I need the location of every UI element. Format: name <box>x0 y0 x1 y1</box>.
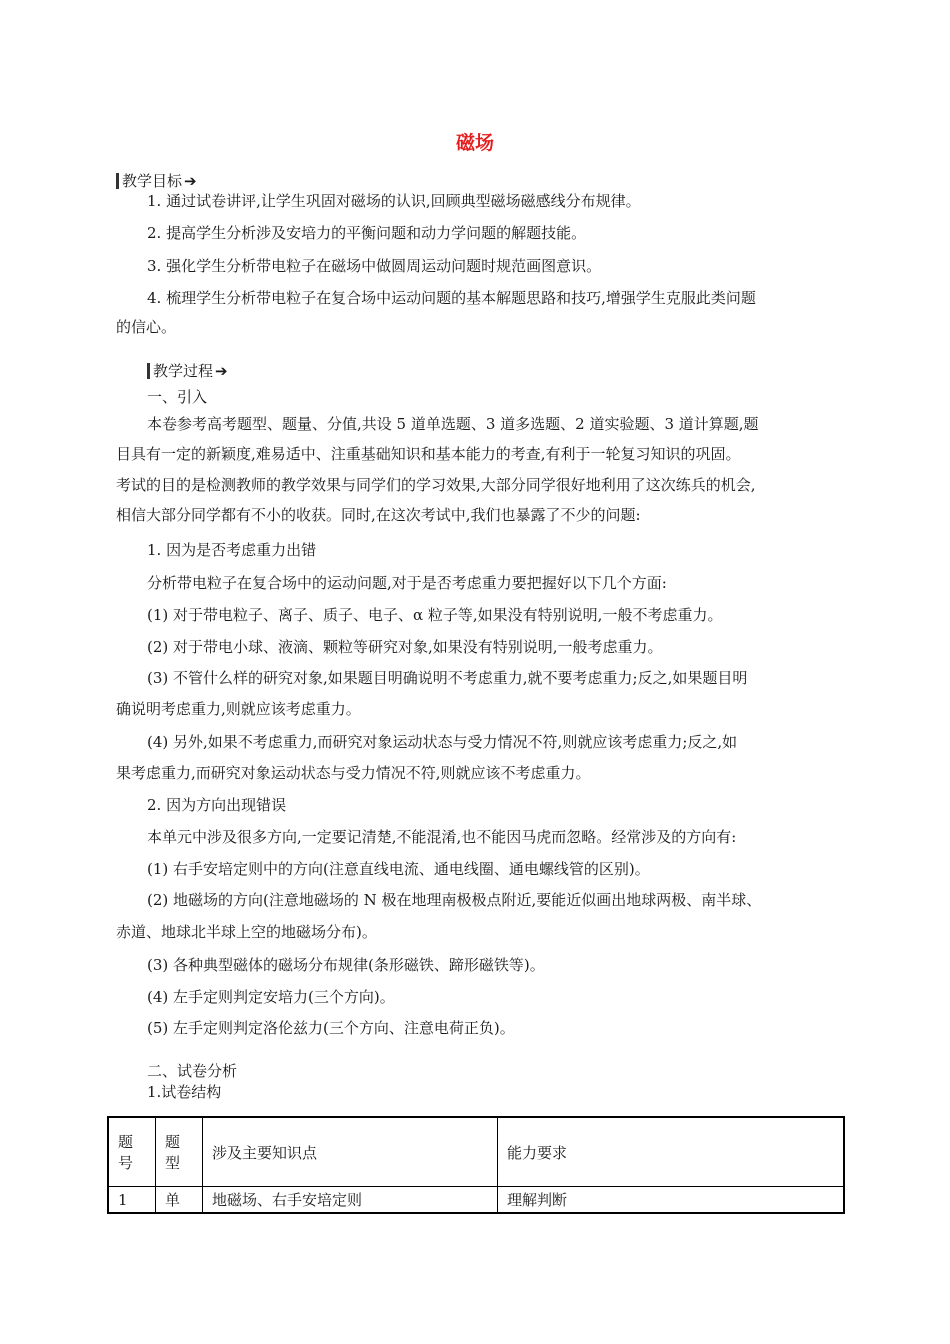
paragraph-line: (3) 不管什么样的研究对象,如果题目明确说明不考虑重力,就不要考虑重力;反之,如果题目明 <box>147 669 748 687</box>
section-heading-text: 教学目标 <box>122 172 183 190</box>
section-marker-bar <box>116 173 119 189</box>
table-cell: 地磁场、右手安培定则 <box>203 1187 498 1214</box>
arrow-icon: ➔ <box>215 362 228 380</box>
section-marker-bar <box>147 363 150 379</box>
goal-item: 2. 提高学生分析涉及安培力的平衡问题和动力学问题的解题技能。 <box>147 224 587 242</box>
section-heading-process <box>147 361 228 381</box>
paragraph-line: (4) 左手定则判定安培力(三个方向)。 <box>147 988 395 1006</box>
item-heading: 1.试卷结构 <box>147 1083 222 1101</box>
table-cell: 1 <box>108 1187 156 1214</box>
table-row <box>108 1187 844 1214</box>
paragraph-line: (5) 左手定则判定洛伦兹力(三个方向、注意电荷正负)。 <box>147 1019 515 1037</box>
table-cell: 理解判断 <box>498 1187 845 1214</box>
paragraph-line: (4) 另外,如果不考虑重力,而研究对象运动状态与受力情况不符,则就应该考虑重力;反之,如 <box>147 733 738 751</box>
goal-item: 1. 通过试卷讲评,让学生巩固对磁场的认识,回顾典型磁场磁感线分布规律。 <box>147 192 641 210</box>
exam-structure-table <box>107 1116 845 1214</box>
paragraph-line: (2) 地磁场的方向(注意地磁场的 N 极在地理南极极点附近,要能近似画出地球两极、南半球、 <box>147 891 762 909</box>
paragraph-line: 目具有一定的新颖度,难易适中、注重基础知识和基本能力的考查,有利于一轮复习知识的巩固。 <box>116 445 741 463</box>
subsection-heading: 二、试卷分析 <box>147 1062 238 1080</box>
section-heading-text: 教学过程 <box>153 362 214 380</box>
goal-item: 4. 梳理学生分析带电粒子在复合场中运动问题的基本解题思路和技巧,增强学生克服此类问题 <box>147 289 756 307</box>
table-cell: 单 <box>156 1187 203 1214</box>
paragraph-line: (1) 对于带电粒子、离子、质子、电子、α 粒子等,如果没有特别说明,一般不考虑重力。 <box>147 606 723 624</box>
table-header-cell: 涉及主要知识点 <box>203 1117 498 1187</box>
arrow-icon: ➔ <box>184 172 197 190</box>
paragraph-line: 本卷参考高考题型、题量、分值,共设 5 道单选题、3 道多选题、2 道实验题、3 道计算题,题 <box>147 415 759 433</box>
paragraph-line: 相信大部分同学都有不小的收获。同时,在这次考试中,我们也暴露了不少的问题: <box>116 506 641 524</box>
table-header-row <box>108 1117 844 1187</box>
item-heading: 2. 因为方向出现错误 <box>147 796 287 814</box>
goal-item-continuation: 的信心。 <box>116 318 177 336</box>
paragraph-line: 本单元中涉及很多方向,一定要记清楚,不能混淆,也不能因马虎而忽略。经常涉及的方向有: <box>147 828 737 846</box>
goal-item: 3. 强化学生分析带电粒子在磁场中做圆周运动问题时规范画图意识。 <box>147 257 602 275</box>
table-header-cell: 能力要求 <box>498 1117 845 1187</box>
paragraph-line: 果考虑重力,而研究对象运动状态与受力情况不符,则就应该不考虑重力。 <box>116 764 591 782</box>
paragraph-line: (3) 各种典型磁体的磁场分布规律(条形磁铁、蹄形磁铁等)。 <box>147 956 545 974</box>
paragraph-line: 考试的目的是检测教师的教学效果与同学们的学习效果,大部分同学很好地利用了这次练兵的机会, <box>116 476 756 494</box>
table-header-cell: 题号 <box>108 1117 156 1187</box>
page-title: 磁场 <box>455 132 494 154</box>
table-header-cell: 题型 <box>156 1117 203 1187</box>
item-heading: 1. 因为是否考虑重力出错 <box>147 541 317 559</box>
subsection-heading: 一、引入 <box>147 388 208 406</box>
paragraph-line: (2) 对于带电小球、液滴、颗粒等研究对象,如果没有特别说明,一般考虑重力。 <box>147 638 663 656</box>
paragraph-line: 赤道、地球北半球上空的地磁场分布)。 <box>116 923 377 941</box>
paragraph-line: (1) 右手安培定则中的方向(注意直线电流、通电线圈、通电螺线管的区别)。 <box>147 860 650 878</box>
paragraph-line: 分析带电粒子在复合场中的运动问题,对于是否考虑重力要把握好以下几个方面: <box>147 574 667 592</box>
paragraph-line: 确说明考虑重力,则就应该考虑重力。 <box>116 700 361 718</box>
section-heading-goals <box>116 171 197 191</box>
